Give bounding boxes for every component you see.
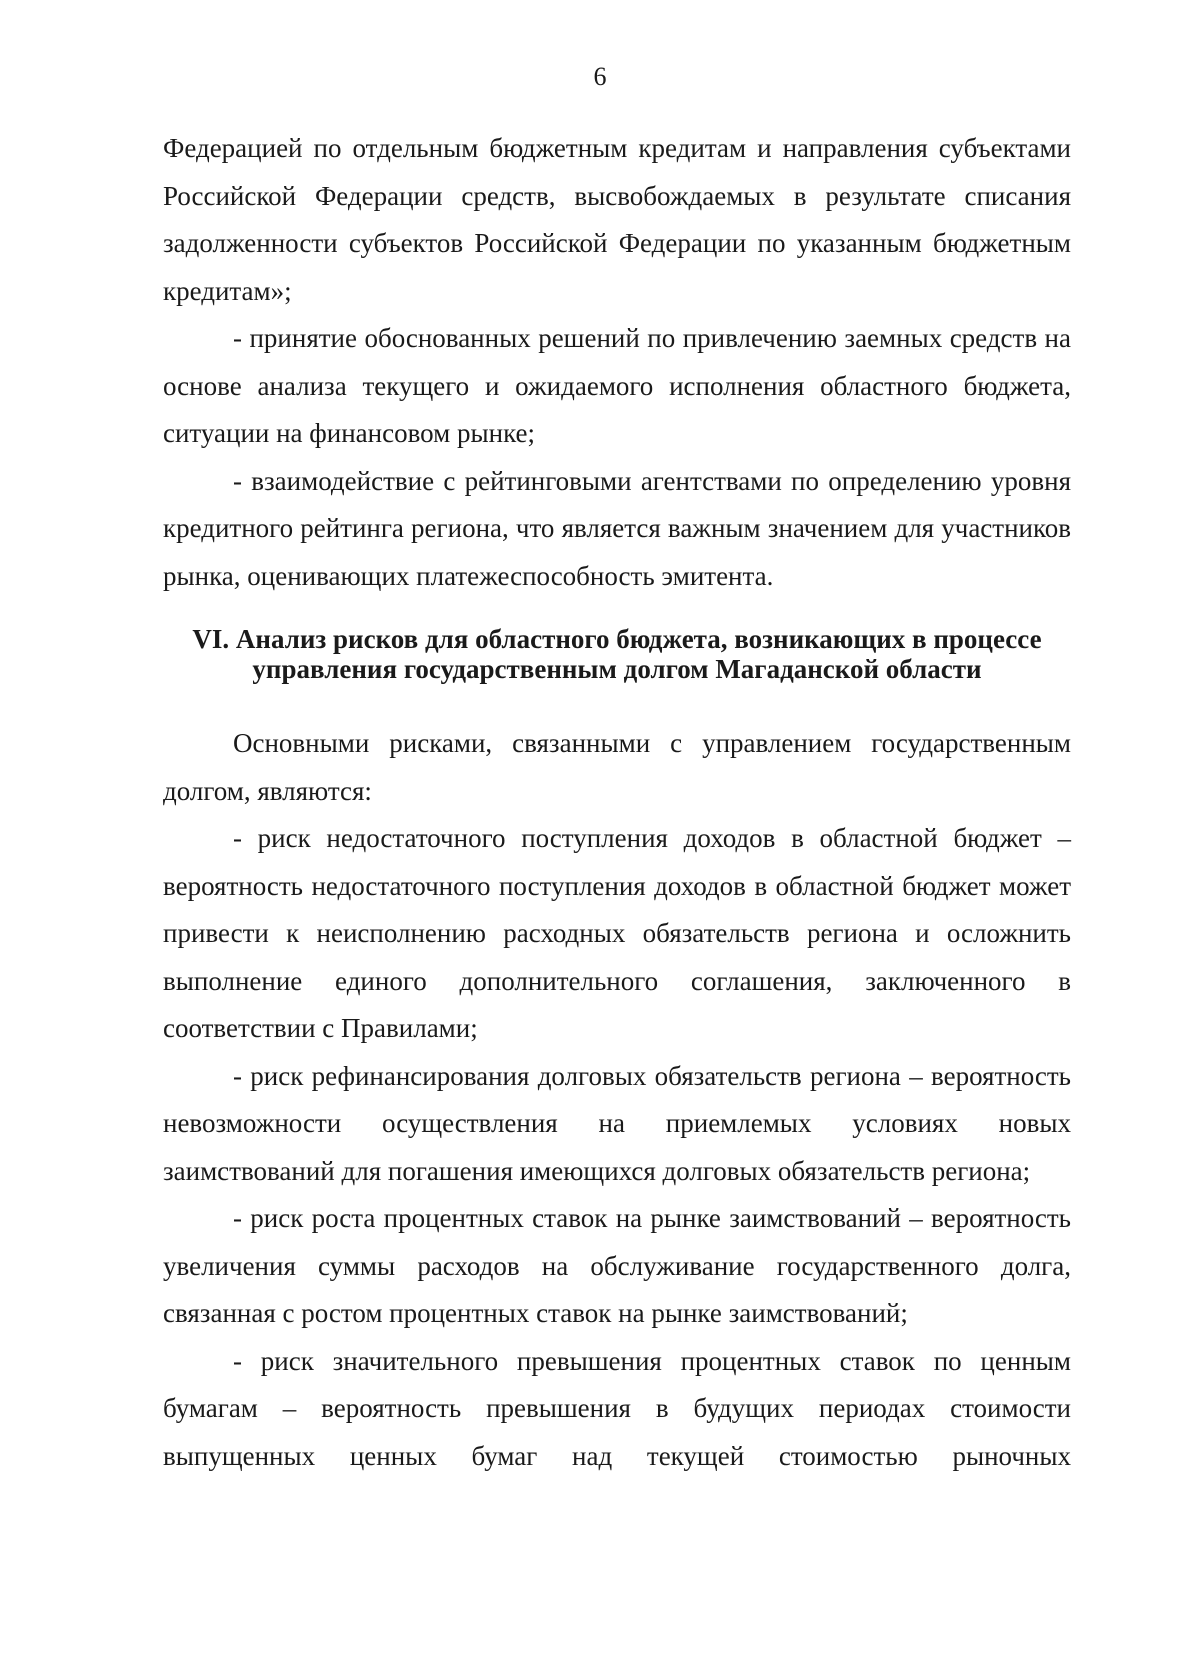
paragraph-rating-agencies: - взаимодействие с рейтинговыми агентствами по определению уровня кредитного рейтинга региона, что является важным значением для участников рынка, оценивающих платежеспособность эмитента. xyxy=(163,465,1071,591)
paragraph-continuation: Федерацией по отдельным бюджетным кредитам и направления субъектами Российской Федерации средств, высвобождаемых в результате списания задолженности субъектов Российской Федерации по указанным бюджетным кредитам»; xyxy=(163,133,1071,306)
paragraph-refinancing-risk: - риск рефинансирования долговых обязательств региона – вероятность невозможности осуществления на приемлемых условиях новых заимствований для погашения имеющихся долговых обязательств региона; xyxy=(163,1060,1071,1186)
section-heading-line-2: управления государственным долгом Магаданской области xyxy=(252,654,982,684)
paragraph-interest-rate-risk: - риск роста процентных ставок на рынке заимствований – вероятность увеличения суммы расходов на обслуживание государственного долга, связанная с ростом процентных ставок на рынке заимствований; xyxy=(163,1203,1071,1328)
paragraph-borrowing-decisions: - принятие обоснованных решений по привлечению заемных средств на основе анализа текущего и ожидаемого исполнения областного бюджета, ситуации на финансовом рынке; xyxy=(163,323,1071,448)
paragraph-revenue-risk: - риск недостаточного поступления доходов в областной бюджет – вероятность недостаточного поступления доходов в областной бюджет может привести к неисполнению расходных обязательств региона и осложнить выполнение единого дополнительного соглашения, заключенного в соответствии с Правилами; xyxy=(163,823,1071,1043)
document-body xyxy=(163,125,1071,1480)
page-number: 6 xyxy=(593,62,607,91)
paragraph-securities-rate-risk: - риск значительного превышения процентных ставок по ценным бумагам – вероятность превышения в будущих периодах стоимости выпущенных ценных бумаг над текущей стоимостью рыночных xyxy=(163,1345,1071,1471)
section-heading-line-1: VI. Анализ рисков для областного бюджета, возникающих в процессе xyxy=(192,624,1042,654)
section-heading xyxy=(163,624,1071,684)
paragraph-main-risks-intro: Основными рисками, связанными с управлением государственным долгом, являются: xyxy=(163,728,1071,806)
